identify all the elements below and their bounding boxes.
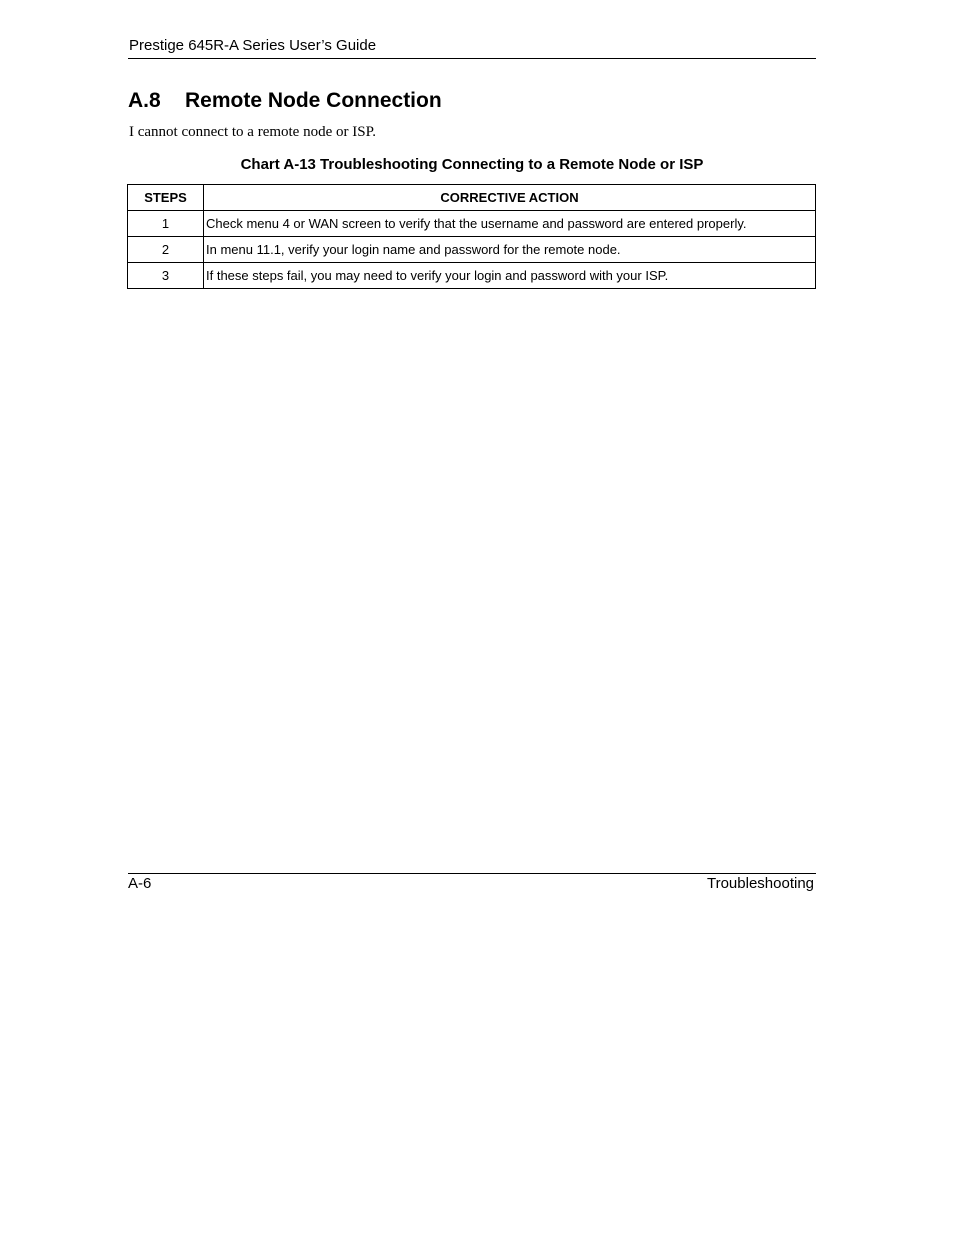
footer-page-number: A-6 (128, 875, 152, 892)
table-header-row (128, 185, 816, 211)
section-intro: I cannot connect to a remote node or ISP. (129, 124, 377, 140)
troubleshooting-table (127, 184, 816, 289)
column-header-corrective-action: CORRECTIVE ACTION (204, 185, 816, 211)
table-row (128, 211, 816, 237)
step-action: Check menu 4 or WAN screen to verify that the username and password are entered properly. (204, 211, 816, 237)
header-rule (128, 58, 816, 59)
step-number: 3 (128, 263, 204, 289)
step-number: 2 (128, 237, 204, 263)
column-header-steps: STEPS (128, 185, 204, 211)
footer-chapter-name: Troubleshooting (706, 875, 814, 892)
section-title: Remote Node Connection (185, 89, 442, 112)
table-row (128, 237, 816, 263)
step-action: In menu 11.1, verify your login name and password for the remote node. (204, 237, 816, 263)
footer-rule (128, 873, 816, 874)
section-heading (128, 89, 442, 113)
chart-caption: Chart A-13 Troubleshooting Connecting to a Remote Node or ISP (240, 156, 704, 173)
running-header-title: Prestige 645R-A Series User’s Guide (129, 37, 377, 54)
section-number: A.8 (128, 89, 161, 112)
table-row (128, 263, 816, 289)
step-action: If these steps fail, you may need to verify your login and password with your ISP. (204, 263, 816, 289)
step-number: 1 (128, 211, 204, 237)
